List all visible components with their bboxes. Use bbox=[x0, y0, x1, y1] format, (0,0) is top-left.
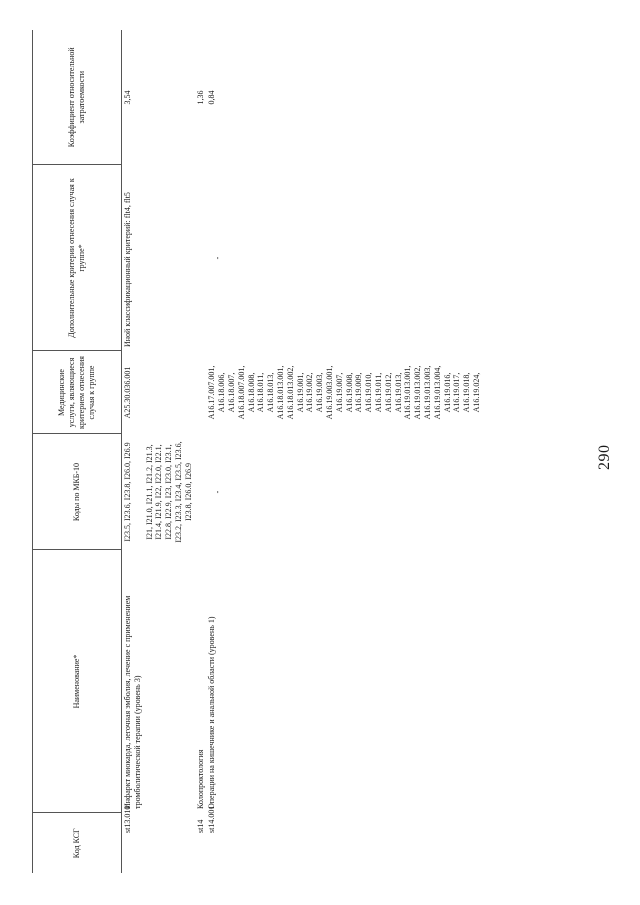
header-additional-criteria: Дополнительные критерии отнесения случая к группе* bbox=[33, 165, 122, 351]
cell-coefficient: 0,84 bbox=[207, 90, 217, 105]
header-cost-coefficient: Коэффициент относительной затратоемкости bbox=[33, 30, 122, 165]
cell-coefficient bbox=[144, 30, 195, 165]
header-name: Наименование* bbox=[33, 550, 122, 813]
table-row bbox=[206, 30, 482, 873]
cell-service: A16.17.007.001, A16.18.006, A16.18.007, A16.18.007.001, A16.18.008, A16.18.011, A16.18.013, A16.18.013.001, A16.18.013.002, A16.19.001, A16.19.002, A16.19.003, A16.19.003.001, A16.19.007, A16.19.008, A16.19.009, A16.19.010, A16.19.011, A16.19.012, A16.19.013, A16.19.013.001, A16.19.013.002, A16.19.013.003, A16.19.013.004, A16.19.016, A16.19.017, A16.19.018, A16.19.024, bbox=[207, 365, 481, 420]
section-row bbox=[195, 30, 207, 873]
cell-code: st14.001 bbox=[207, 805, 217, 833]
header-mkb-codes: Коды по МКБ-10 bbox=[33, 434, 122, 550]
cell-criteria: Иной классификационный критерий: flt4, flt5 bbox=[123, 192, 132, 347]
cell-criteria bbox=[206, 165, 482, 351]
header-row bbox=[33, 30, 122, 873]
header-medical-services: Медицинские услуги, являющиеся критерием отнесения случая к группе bbox=[33, 351, 122, 434]
cell-name: Колопроктология bbox=[195, 749, 205, 809]
cell-name: Операции на кишечнике и анальной области (уровень 1) bbox=[207, 616, 217, 809]
header-ksg-code: Код КСГ bbox=[33, 813, 122, 873]
cell-service bbox=[144, 351, 195, 434]
table-row bbox=[144, 30, 195, 873]
table-row bbox=[122, 30, 144, 873]
cell-mkb: I23.5, I23.6, I23.8, I26.0, I26.9 bbox=[123, 442, 132, 542]
cell-mkb: I21, I21.0, I21.1, I21.2, I21.3, I21.4, I21.9, I22, I22.0, I22.1, I22.8, I22.9, I23, I23.0, I23.1, I23.2, I23.3, I23.4, I23.5, I23.6, I23.8, I26.0, I26.9 bbox=[144, 441, 193, 543]
cell-service: A25.30.036.001 bbox=[123, 366, 132, 419]
ksg-table bbox=[32, 30, 483, 873]
cell-mkb-dash: - bbox=[213, 490, 223, 494]
cell-name: Инфаркт миокарда, легочная эмболия, лечение с применением тромболитической терапии (уровень 3) bbox=[123, 595, 142, 809]
cell-code: st14 bbox=[195, 819, 205, 833]
cell-service bbox=[195, 351, 207, 434]
cell-mkb bbox=[206, 434, 482, 550]
page-number: 290 bbox=[596, 444, 613, 470]
cell-criteria bbox=[195, 165, 207, 351]
cell-criteria bbox=[144, 165, 195, 351]
cell-code bbox=[144, 813, 195, 873]
cell-criteria-dash: - bbox=[213, 256, 223, 260]
cell-name bbox=[144, 550, 195, 813]
table-header bbox=[33, 30, 122, 873]
cell-mkb bbox=[195, 434, 207, 550]
cell-code: st13.010 bbox=[123, 805, 132, 833]
table-body bbox=[122, 30, 483, 873]
cell-coefficient: 3,54 bbox=[123, 90, 132, 105]
cell-coefficient: 1,36 bbox=[195, 90, 205, 105]
